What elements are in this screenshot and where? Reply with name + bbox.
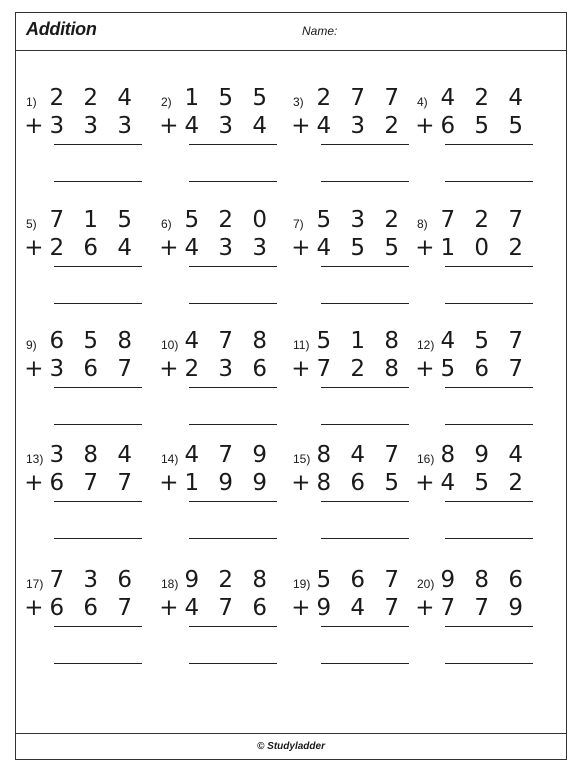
sum-rule bbox=[321, 626, 409, 627]
problem-number: 17) bbox=[26, 577, 44, 591]
addend-bottom: 3 6 7 bbox=[49, 356, 138, 382]
addition-problem bbox=[291, 442, 413, 566]
sum-rule bbox=[54, 501, 142, 502]
sum-rule bbox=[321, 144, 409, 145]
addition-problem bbox=[415, 567, 537, 691]
addend-bottom: 4 5 5 bbox=[316, 235, 405, 261]
answer-line[interactable] bbox=[189, 181, 277, 182]
answer-line[interactable] bbox=[189, 424, 277, 425]
addend-bottom: 6 5 5 bbox=[440, 113, 529, 139]
sum-rule bbox=[54, 266, 142, 267]
problem-number: 16) bbox=[417, 452, 435, 466]
answer-line[interactable] bbox=[54, 663, 142, 664]
plus-sign: + bbox=[24, 356, 50, 382]
addend-bottom: 9 4 7 bbox=[316, 595, 405, 621]
plus-sign: + bbox=[415, 356, 441, 382]
answer-line[interactable] bbox=[445, 303, 533, 304]
addend-top: 4 2 4 bbox=[440, 85, 529, 111]
addend-top: 2 2 4 bbox=[49, 85, 138, 111]
answer-line[interactable] bbox=[321, 303, 409, 304]
plus-sign: + bbox=[24, 470, 50, 496]
addend-top: 7 2 7 bbox=[440, 207, 529, 233]
plus-sign: + bbox=[159, 113, 185, 139]
name-label: Name: bbox=[302, 24, 338, 38]
addition-problem bbox=[159, 207, 281, 331]
addend-top: 4 7 9 bbox=[184, 442, 273, 468]
addend-bottom-row bbox=[24, 113, 138, 139]
sum-rule bbox=[445, 266, 533, 267]
plus-sign: + bbox=[291, 235, 317, 261]
addend-bottom-row bbox=[291, 235, 405, 261]
problem-number: 11) bbox=[293, 338, 310, 352]
problem-number: 10) bbox=[161, 338, 179, 352]
problem-number: 3) bbox=[293, 95, 304, 109]
plus-sign: + bbox=[159, 235, 185, 261]
plus-sign: + bbox=[159, 356, 185, 382]
sum-rule bbox=[445, 501, 533, 502]
plus-sign: + bbox=[291, 356, 317, 382]
addend-bottom: 4 3 2 bbox=[316, 113, 405, 139]
addition-problem bbox=[415, 442, 537, 566]
addend-top: 1 5 5 bbox=[184, 85, 273, 111]
addend-bottom: 7 2 8 bbox=[316, 356, 405, 382]
addition-problem bbox=[415, 328, 537, 452]
plus-sign: + bbox=[24, 595, 50, 621]
sum-rule bbox=[321, 266, 409, 267]
addition-problem bbox=[159, 328, 281, 452]
worksheet-footer bbox=[16, 733, 566, 759]
addend-bottom-row bbox=[24, 595, 138, 621]
addition-problem bbox=[159, 85, 281, 209]
sum-rule bbox=[445, 387, 533, 388]
addend-top: 8 4 7 bbox=[316, 442, 405, 468]
footer-copyright: © Studyladder bbox=[257, 741, 325, 752]
problem-number: 4) bbox=[417, 95, 428, 109]
answer-line[interactable] bbox=[445, 424, 533, 425]
answer-line[interactable] bbox=[189, 538, 277, 539]
sum-rule bbox=[54, 387, 142, 388]
addend-bottom: 7 7 9 bbox=[440, 595, 529, 621]
sum-rule bbox=[189, 501, 277, 502]
addition-problem bbox=[291, 207, 413, 331]
addend-bottom-row bbox=[415, 113, 529, 139]
addition-problem bbox=[159, 567, 281, 691]
problem-number: 7) bbox=[293, 217, 304, 231]
worksheet bbox=[15, 12, 567, 760]
sum-rule bbox=[189, 626, 277, 627]
addition-problem bbox=[24, 442, 146, 566]
plus-sign: + bbox=[24, 113, 50, 139]
answer-line[interactable] bbox=[445, 538, 533, 539]
sum-rule bbox=[54, 626, 142, 627]
addend-bottom: 4 5 2 bbox=[440, 470, 529, 496]
addend-bottom-row bbox=[159, 356, 273, 382]
addend-top: 5 6 7 bbox=[316, 567, 405, 593]
addend-top: 4 7 8 bbox=[184, 328, 273, 354]
answer-line[interactable] bbox=[189, 663, 277, 664]
answer-line[interactable] bbox=[54, 424, 142, 425]
addend-bottom-row bbox=[24, 235, 138, 261]
sum-rule bbox=[321, 387, 409, 388]
addend-bottom-row bbox=[159, 595, 273, 621]
addend-bottom: 6 6 7 bbox=[49, 595, 138, 621]
answer-line[interactable] bbox=[321, 181, 409, 182]
addend-bottom-row bbox=[291, 356, 405, 382]
problem-number: 19) bbox=[293, 577, 311, 591]
plus-sign: + bbox=[415, 595, 441, 621]
addend-top: 5 2 0 bbox=[184, 207, 273, 233]
addend-bottom: 2 6 4 bbox=[49, 235, 138, 261]
answer-line[interactable] bbox=[321, 663, 409, 664]
addition-problem bbox=[291, 567, 413, 691]
answer-line[interactable] bbox=[321, 424, 409, 425]
addend-bottom: 2 3 6 bbox=[184, 356, 273, 382]
plus-sign: + bbox=[159, 595, 185, 621]
addend-bottom-row bbox=[291, 113, 405, 139]
addend-bottom: 3 3 3 bbox=[49, 113, 138, 139]
addend-bottom-row bbox=[159, 235, 273, 261]
addend-bottom-row bbox=[415, 356, 529, 382]
problem-number: 15) bbox=[293, 452, 311, 466]
page-title: Addition bbox=[26, 19, 97, 39]
plus-sign: + bbox=[291, 470, 317, 496]
addend-bottom-row bbox=[415, 595, 529, 621]
addend-top: 9 2 8 bbox=[184, 567, 273, 593]
addend-bottom-row bbox=[24, 356, 138, 382]
problem-number: 8) bbox=[417, 217, 428, 231]
addend-bottom: 1 0 2 bbox=[440, 235, 529, 261]
addend-top: 7 3 6 bbox=[49, 567, 138, 593]
addend-top: 5 3 2 bbox=[316, 207, 405, 233]
addend-bottom: 4 3 4 bbox=[184, 113, 273, 139]
plus-sign: + bbox=[415, 113, 441, 139]
addend-bottom: 5 6 7 bbox=[440, 356, 529, 382]
plus-sign: + bbox=[291, 113, 317, 139]
addition-problem bbox=[291, 328, 413, 452]
plus-sign: + bbox=[159, 470, 185, 496]
answer-line[interactable] bbox=[54, 181, 142, 182]
addend-bottom-row bbox=[415, 470, 529, 496]
addition-problem bbox=[415, 207, 537, 331]
answer-line[interactable] bbox=[54, 538, 142, 539]
addend-top: 4 5 7 bbox=[440, 328, 529, 354]
plus-sign: + bbox=[24, 235, 50, 261]
problem-number: 14) bbox=[161, 452, 179, 466]
addend-top: 8 9 4 bbox=[440, 442, 529, 468]
problem-number: 9) bbox=[26, 338, 37, 352]
addition-problem bbox=[291, 85, 413, 209]
plus-sign: + bbox=[291, 595, 317, 621]
addition-problem bbox=[159, 442, 281, 566]
answer-line[interactable] bbox=[189, 303, 277, 304]
addition-problem bbox=[24, 85, 146, 209]
sum-rule bbox=[189, 266, 277, 267]
problem-number: 13) bbox=[26, 452, 44, 466]
addend-bottom: 8 6 5 bbox=[316, 470, 405, 496]
plus-sign: + bbox=[415, 235, 441, 261]
addend-bottom: 4 3 3 bbox=[184, 235, 273, 261]
addition-problem bbox=[24, 328, 146, 452]
addend-bottom: 6 7 7 bbox=[49, 470, 138, 496]
addend-bottom-row bbox=[159, 470, 273, 496]
addend-top: 3 8 4 bbox=[49, 442, 138, 468]
addend-top: 9 8 6 bbox=[440, 567, 529, 593]
answer-line[interactable] bbox=[54, 303, 142, 304]
answer-line[interactable] bbox=[321, 538, 409, 539]
worksheet-header bbox=[16, 13, 566, 51]
addend-bottom-row bbox=[415, 235, 529, 261]
answer-line[interactable] bbox=[445, 181, 533, 182]
addend-top: 2 7 7 bbox=[316, 85, 405, 111]
problem-number: 12) bbox=[417, 338, 435, 352]
sum-rule bbox=[189, 387, 277, 388]
sum-rule bbox=[321, 501, 409, 502]
addition-problem bbox=[24, 567, 146, 691]
addend-bottom: 4 7 6 bbox=[184, 595, 273, 621]
answer-line[interactable] bbox=[445, 663, 533, 664]
sum-rule bbox=[54, 144, 142, 145]
addend-bottom-row bbox=[24, 470, 138, 496]
addition-problem bbox=[24, 207, 146, 331]
addend-top: 5 1 8 bbox=[316, 328, 405, 354]
addend-top: 6 5 8 bbox=[49, 328, 138, 354]
sum-rule bbox=[189, 144, 277, 145]
addend-bottom: 1 9 9 bbox=[184, 470, 273, 496]
problem-number: 1) bbox=[26, 95, 37, 109]
addend-bottom-row bbox=[159, 113, 273, 139]
addend-bottom-row bbox=[291, 470, 405, 496]
addition-problem bbox=[415, 85, 537, 209]
sum-rule bbox=[445, 144, 533, 145]
addend-top: 7 1 5 bbox=[49, 207, 138, 233]
addend-bottom-row bbox=[291, 595, 405, 621]
sum-rule bbox=[445, 626, 533, 627]
problem-number: 18) bbox=[161, 577, 179, 591]
problem-number: 20) bbox=[417, 577, 435, 591]
plus-sign: + bbox=[415, 470, 441, 496]
problem-number: 2) bbox=[161, 95, 172, 109]
problem-number: 5) bbox=[26, 217, 37, 231]
problem-number: 6) bbox=[161, 217, 172, 231]
